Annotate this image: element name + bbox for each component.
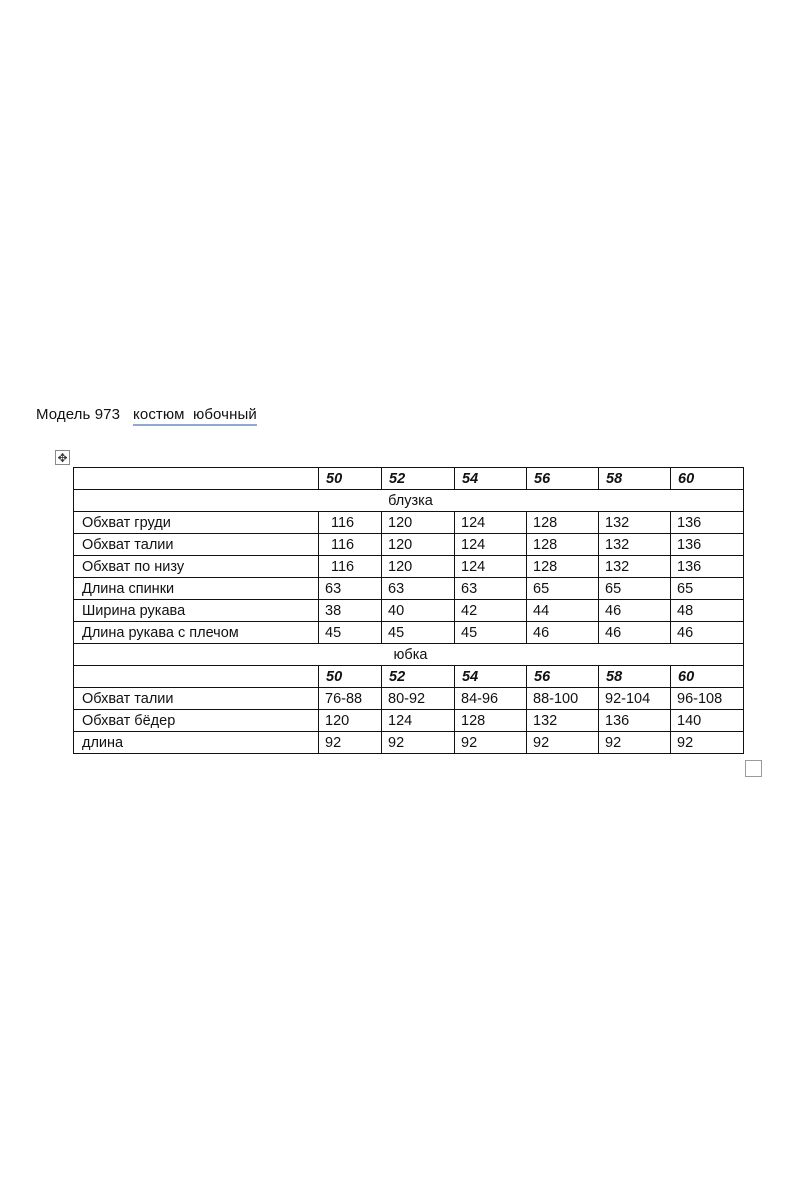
model-number: Модель 973 xyxy=(36,406,121,423)
value-cell: 120 xyxy=(382,556,455,578)
model-description[interactable]: костюм юбочный xyxy=(133,406,257,426)
value-cell: 136 xyxy=(599,710,671,732)
size-header-cell: 52 xyxy=(382,666,455,688)
value-cell: 120 xyxy=(319,710,382,732)
size-header-cell: 50 xyxy=(319,666,382,688)
section-title-skirt: юбка xyxy=(74,644,744,666)
value-cell: 96-108 xyxy=(671,688,744,710)
table-row xyxy=(74,578,744,600)
size-header-cell: 50 xyxy=(319,468,382,490)
value-cell: 128 xyxy=(527,534,599,556)
value-cell: 128 xyxy=(527,556,599,578)
value-cell: 92 xyxy=(527,732,599,754)
value-cell: 124 xyxy=(455,512,527,534)
section-title-blouse: блузка xyxy=(74,490,744,512)
size-header-cell: 58 xyxy=(599,666,671,688)
value-cell: 132 xyxy=(527,710,599,732)
value-cell: 46 xyxy=(671,622,744,644)
value-cell: 46 xyxy=(599,600,671,622)
value-cell: 92 xyxy=(382,732,455,754)
value-cell: 88-100 xyxy=(527,688,599,710)
value-cell: 92 xyxy=(455,732,527,754)
row-label: Обхват по низу xyxy=(74,556,319,578)
value-cell: 92 xyxy=(599,732,671,754)
value-cell: 132 xyxy=(599,556,671,578)
value-cell: 128 xyxy=(527,512,599,534)
header-empty-cell xyxy=(74,666,319,688)
resize-handle-icon[interactable] xyxy=(745,760,762,777)
value-cell: 120 xyxy=(382,512,455,534)
row-label: Длина рукава с плечом xyxy=(74,622,319,644)
size-header-cell: 56 xyxy=(527,666,599,688)
section-row-skirt xyxy=(74,644,744,666)
value-cell: 116 xyxy=(319,512,382,534)
value-cell: 40 xyxy=(382,600,455,622)
value-cell: 80-92 xyxy=(382,688,455,710)
row-label: Обхват талии xyxy=(74,534,319,556)
document-title xyxy=(36,406,257,423)
value-cell: 124 xyxy=(455,556,527,578)
value-cell: 45 xyxy=(382,622,455,644)
move-icon[interactable]: ✥ xyxy=(55,450,70,465)
table-row xyxy=(74,688,744,710)
value-cell: 46 xyxy=(599,622,671,644)
value-cell: 92 xyxy=(671,732,744,754)
size-header-cell: 52 xyxy=(382,468,455,490)
value-cell: 65 xyxy=(527,578,599,600)
value-cell: 46 xyxy=(527,622,599,644)
value-cell: 63 xyxy=(319,578,382,600)
table-row xyxy=(74,512,744,534)
value-cell: 44 xyxy=(527,600,599,622)
value-cell: 38 xyxy=(319,600,382,622)
value-cell: 132 xyxy=(599,534,671,556)
value-cell: 140 xyxy=(671,710,744,732)
row-label: Обхват груди xyxy=(74,512,319,534)
value-cell: 48 xyxy=(671,600,744,622)
value-cell: 45 xyxy=(319,622,382,644)
row-label: Обхват бёдер xyxy=(74,710,319,732)
value-cell: 45 xyxy=(455,622,527,644)
size-header-cell: 54 xyxy=(455,666,527,688)
value-cell: 76-88 xyxy=(319,688,382,710)
value-cell: 116 xyxy=(319,556,382,578)
value-cell: 63 xyxy=(455,578,527,600)
size-header-cell: 54 xyxy=(455,468,527,490)
value-cell: 136 xyxy=(671,534,744,556)
size-header-cell: 56 xyxy=(527,468,599,490)
table-row xyxy=(74,556,744,578)
size-header-row xyxy=(74,468,744,490)
value-cell: 124 xyxy=(382,710,455,732)
row-label: длина xyxy=(74,732,319,754)
size-header-row xyxy=(74,666,744,688)
table-row xyxy=(74,732,744,754)
row-label: Длина спинки xyxy=(74,578,319,600)
row-label: Ширина рукава xyxy=(74,600,319,622)
value-cell: 92 xyxy=(319,732,382,754)
value-cell: 136 xyxy=(671,556,744,578)
value-cell: 124 xyxy=(455,534,527,556)
value-cell: 84-96 xyxy=(455,688,527,710)
size-header-cell: 60 xyxy=(671,666,744,688)
table-row xyxy=(74,600,744,622)
size-table xyxy=(73,467,744,754)
size-header-cell: 58 xyxy=(599,468,671,490)
value-cell: 65 xyxy=(599,578,671,600)
value-cell: 63 xyxy=(382,578,455,600)
value-cell: 132 xyxy=(599,512,671,534)
value-cell: 92-104 xyxy=(599,688,671,710)
header-empty-cell xyxy=(74,468,319,490)
table-row xyxy=(74,710,744,732)
value-cell: 136 xyxy=(671,512,744,534)
value-cell: 42 xyxy=(455,600,527,622)
size-header-cell: 60 xyxy=(671,468,744,490)
value-cell: 120 xyxy=(382,534,455,556)
table-row xyxy=(74,534,744,556)
table-row xyxy=(74,622,744,644)
value-cell: 65 xyxy=(671,578,744,600)
value-cell: 116 xyxy=(319,534,382,556)
value-cell: 128 xyxy=(455,710,527,732)
section-row-blouse xyxy=(74,490,744,512)
row-label: Обхват талии xyxy=(74,688,319,710)
